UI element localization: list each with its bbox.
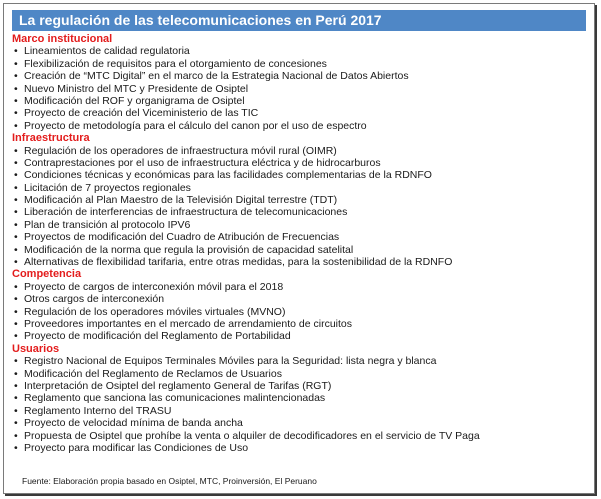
list-item — [12, 355, 582, 367]
list-item-text: Alternativas de flexibilidad tarifaria, entre otras medidas, para la sostenibilidad de la RDNFO — [24, 256, 453, 269]
bullet-icon: • — [14, 194, 18, 207]
list-item-text: Lineamientos de calidad regulatoria — [24, 45, 190, 58]
list-item — [12, 95, 582, 107]
list-item-text: Nuevo Ministro del MTC y Presidente de Osiptel — [24, 82, 249, 95]
list-item — [12, 45, 582, 57]
bullet-icon: • — [14, 181, 18, 194]
bullet-icon: • — [14, 392, 18, 405]
list-item-text: Liberación de interferencias de infraestructura de telecomunicaciones — [24, 206, 348, 219]
list-item — [12, 430, 582, 442]
list-item-text: Proyecto de modificación del Reglamento de Portabilidad — [24, 330, 291, 343]
section-heading: Infraestructura — [12, 132, 90, 145]
bullet-icon: • — [14, 156, 18, 169]
list-item — [12, 83, 582, 95]
list-item-text: Proyecto para modificar las Condiciones de Uso — [24, 441, 249, 454]
section — [12, 33, 582, 132]
bullet-icon: • — [14, 379, 18, 392]
list-item — [12, 293, 582, 305]
section-item-list — [12, 145, 582, 269]
list-item-text: Proyecto de creación del Viceministerio de las TIC — [24, 107, 259, 120]
bullet-icon: • — [14, 317, 18, 330]
list-item — [12, 194, 582, 206]
bullet-icon: • — [14, 293, 18, 306]
list-item-text: Reglamento que sanciona las comunicaciones malintencionadas — [24, 392, 326, 405]
list-item — [12, 306, 582, 318]
bullet-icon: • — [14, 417, 18, 430]
section — [12, 268, 582, 342]
list-item-text: Regulación de los operadores de infraestructura móvil rural (OIMR) — [24, 144, 337, 157]
list-item-text: Reglamento Interno del TRASU — [24, 404, 172, 417]
bullet-icon: • — [14, 45, 18, 58]
list-item — [12, 256, 582, 268]
list-item — [12, 70, 582, 82]
bullet-icon: • — [14, 82, 18, 95]
bullet-icon: • — [14, 144, 18, 157]
list-item-text: Modificación del Reglamento de Reclamos de Usuarios — [24, 367, 282, 380]
list-item-text: Flexibilización de requisitos para el otorgamiento de concesiones — [24, 57, 327, 70]
section — [12, 343, 582, 455]
bullet-icon: • — [14, 94, 18, 107]
list-item — [12, 368, 582, 380]
list-item — [12, 244, 582, 256]
section-heading: Marco institucional — [12, 33, 113, 45]
list-item — [12, 405, 582, 417]
bullet-icon: • — [14, 57, 18, 70]
list-item — [12, 219, 582, 231]
list-item-text: Modificación de la norma que regula la provisión de capacidad satelital — [24, 243, 354, 256]
bullet-icon: • — [14, 206, 18, 219]
list-item — [12, 107, 582, 119]
bullet-icon: • — [14, 119, 18, 132]
list-item-text: Propuesta de Osiptel que prohíbe la venta o alquiler de decodificadores en el servicio de TV Paga — [24, 429, 480, 442]
list-item-text: Contraprestaciones por el uso de infraestructura eléctrica y de hidrocarburos — [24, 156, 381, 169]
list-item-text: Plan de transición al protocolo IPV6 — [24, 218, 191, 231]
sections-container — [12, 33, 582, 454]
bullet-icon: • — [14, 355, 18, 368]
list-item-text: Proyecto de velocidad mínima de banda ancha — [24, 417, 243, 430]
list-item — [12, 231, 582, 243]
list-item-text: Proyecto de cargos de interconexión móvil para el 2018 — [24, 280, 284, 293]
list-item-text: Proyectos de modificación del Cuadro de Atribución de Frecuencias — [24, 231, 340, 244]
document-title: La regulación de las telecomunicaciones en Perú 2017 — [12, 10, 586, 31]
bullet-icon: • — [14, 231, 18, 244]
bullet-icon: • — [14, 429, 18, 442]
section-item-list — [12, 355, 582, 454]
list-item-text: Licitación de 7 proyectos regionales — [24, 181, 191, 194]
list-item — [12, 318, 582, 330]
list-item-text: Creación de “MTC Digital” en el marco de la Estrategia Nacional de Datos Abiertos — [24, 70, 409, 83]
bullet-icon: • — [14, 107, 18, 120]
list-item — [12, 392, 582, 404]
list-item — [12, 58, 582, 70]
section-heading: Usuarios — [12, 342, 60, 355]
bullet-icon: • — [14, 367, 18, 380]
list-item — [12, 206, 582, 218]
list-item — [12, 157, 582, 169]
list-item — [12, 169, 582, 181]
list-item-text: Interpretación de Osiptel del reglamento General de Tarifas (RGT) — [24, 379, 332, 392]
section-heading: Competencia — [12, 268, 82, 281]
section-item-list — [12, 45, 582, 132]
list-item-text: Modificación del ROF y organigrama de Osiptel — [24, 94, 245, 107]
bullet-icon: • — [14, 404, 18, 417]
list-item — [12, 417, 582, 429]
list-item-text: Condiciones técnicas y económicas para las facilidades complementarias de la RDNFO — [24, 169, 432, 182]
bullet-icon: • — [14, 218, 18, 231]
bullet-icon: • — [14, 305, 18, 318]
bullet-icon: • — [14, 330, 18, 343]
list-item — [12, 120, 582, 132]
list-item-text: Proveedores importantes en el mercado de arrendamiento de circuitos — [24, 317, 353, 330]
list-item-text: Registro Nacional de Equipos Terminales Móviles para la Seguridad: lista negra y blanca — [24, 355, 437, 368]
list-item — [12, 380, 582, 392]
section-item-list — [12, 281, 582, 343]
source-note: Fuente: Elaboración propia basado en Osiptel, MTC, Proinversión, El Peruano — [22, 476, 317, 486]
bullet-icon: • — [14, 441, 18, 454]
bullet-icon: • — [14, 280, 18, 293]
bullet-icon: • — [14, 256, 18, 269]
list-item-text: Modificación al Plan Maestro de la Televisión Digital terrestre (TDT) — [24, 194, 338, 207]
list-item — [12, 182, 582, 194]
list-item-text: Otros cargos de interconexión — [24, 293, 165, 306]
list-item-text: Regulación de los operadores móviles virtuales (MVNO) — [24, 305, 286, 318]
bullet-icon: • — [14, 243, 18, 256]
list-item — [12, 145, 582, 157]
list-item — [12, 442, 582, 454]
section — [12, 132, 582, 268]
list-item-text: Proyecto de metodología para el cálculo del canon por el uso de espectro — [24, 119, 367, 132]
bullet-icon: • — [14, 70, 18, 83]
list-item — [12, 281, 582, 293]
bullet-icon: • — [14, 169, 18, 182]
list-item — [12, 330, 582, 342]
